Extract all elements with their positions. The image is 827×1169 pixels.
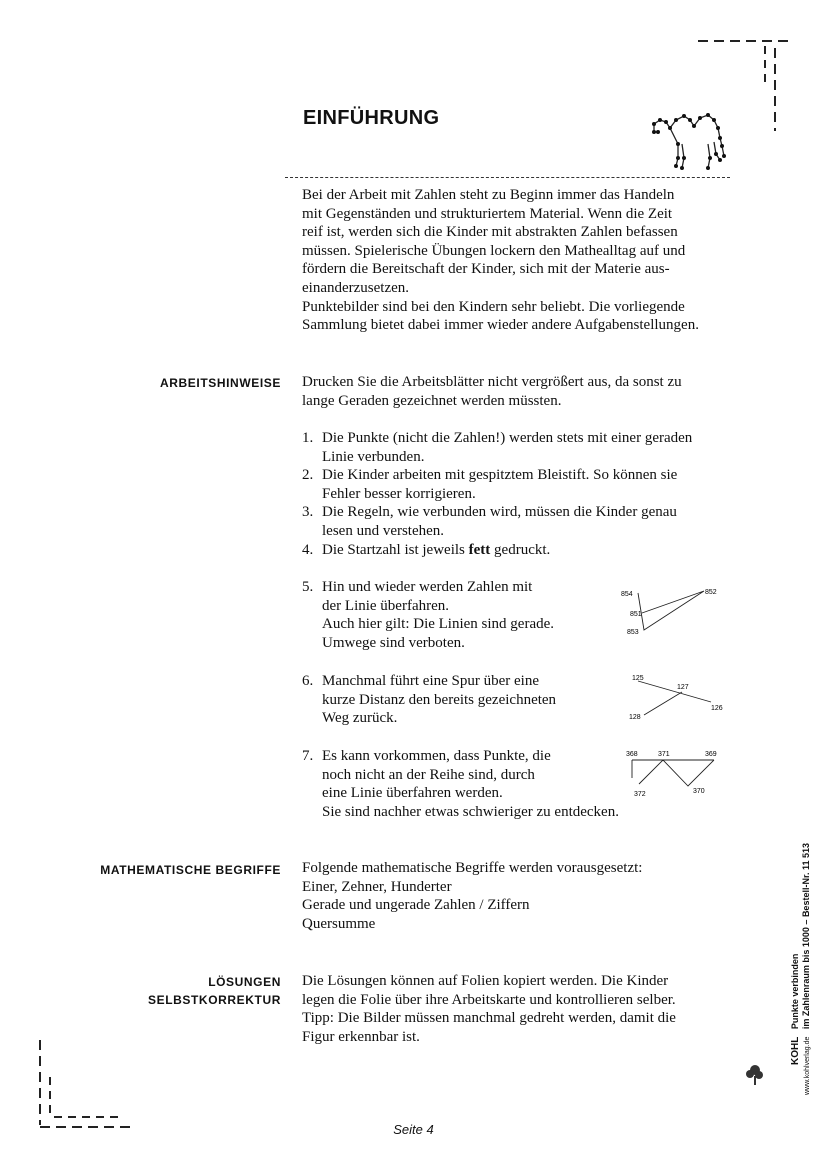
- list-item: 2. Die Kinder arbeiten mit gespitztem Bleistift. So können sie Fehler besser korrigieren.: [302, 467, 678, 502]
- diagram-example-5: [618, 582, 728, 638]
- diagram-label: 853: [627, 629, 639, 636]
- list-item-7: 7. Es kann vorkommen, dass Punkte, die noch nicht an der Reihe sind, durch eine Linie überfahren werden. Sie sind nachher etwas schwieriger zu entdecken.: [302, 748, 619, 820]
- list-item: 3. Die Regeln, wie verbunden wird, müssen die Kinder genau lesen und verstehen.: [302, 504, 677, 539]
- diagram-label: 372: [634, 791, 646, 798]
- section-label-loesungen: LÖSUNGEN SELBSTKORREKTUR: [147, 975, 281, 1007]
- loesungen-text: Die Lösungen können auf Folien kopiert werden. Die Kinder legen die Folie über ihre Arbeitskarte und kontrollieren selber. Tipp: Die Bilder müssen manchmal gedreht werden, damit die Figur erkennbar ist.: [302, 973, 676, 1045]
- begriffe-text: Folgende mathematische Begriffe werden vorausgesetzt: Einer, Zehner, Hunderter Gerade und ungerade Zahlen / Ziffern Quersumme: [302, 860, 643, 932]
- section-label-arbeitshinweise: ARBEITSHINWEISE: [159, 376, 281, 390]
- camel-icon: [648, 110, 728, 174]
- diagram-example-7: [622, 746, 727, 800]
- arbeitshinweise-intro: Drucken Sie die Arbeitsblätter nicht vergrößert aus, da sonst zu lange Geraden gezeichnet werden müssten.: [302, 374, 682, 409]
- diagram-label: 125: [632, 675, 644, 682]
- diagram-example-6: [626, 670, 731, 722]
- diagram-label: 127: [677, 684, 689, 691]
- diagram-label: 369: [705, 751, 717, 758]
- arbeitshinweise-list: [302, 429, 732, 559]
- page-title: EINFÜHRUNG: [303, 107, 440, 129]
- intro-text: Bei der Arbeit mit Zahlen steht zu Beginn immer das Handeln mit Gegenständen und strukturiertem Material. Wenn die Zeit reif ist, werden sich die Kinder mit abstrakten Zahlen befassen müssen. Spielerische Übungen lockern den Mathealltag auf und fördern die Bereitschaft der Kinder, sich mit der Materie aus- einanderzusetzen. Punktebilder sind bei den Kindern sehr beliebt. Die vorliegende Sammlung bietet dabei immer wieder andere Aufgabenstellungen.: [302, 187, 699, 334]
- diagram-label: 371: [658, 751, 670, 758]
- diagram-label: 368: [626, 751, 638, 758]
- diagram-label: 852: [705, 589, 717, 596]
- diagram-label: 126: [711, 705, 723, 712]
- publisher-logo: KOHL: [790, 1036, 801, 1065]
- diagram-label: 370: [693, 788, 705, 795]
- side-publisher-info: KOHL Punkte verbinden www.kohlverlag.de im Zahlenraum bis 1000 – Bestell-Nr. 11 513: [790, 843, 811, 1095]
- list-item: 1. Die Punkte (nicht die Zahlen!) werden stets mit einer geraden Linie verbunden.: [302, 430, 693, 465]
- list-item: 4. Die Startzahl ist jeweils fett gedruckt.: [302, 541, 551, 558]
- diagram-label: 128: [629, 714, 641, 721]
- section-label-begriffe: MATHEMATISCHE BEGRIFFE: [100, 863, 281, 877]
- title-divider: [285, 177, 730, 178]
- diagram-label: 854: [621, 591, 633, 598]
- publisher-tree-icon: [744, 1062, 766, 1088]
- page-number: Seite 4: [393, 1122, 434, 1137]
- list-item-5: 5. Hin und wieder werden Zahlen mit der Linie überfahren. Auch hier gilt: Die Linien sind gerade. Umwege sind verboten.: [302, 579, 555, 651]
- corner-mark-bottom-left: [34, 1035, 139, 1135]
- list-item-6: 6. Manchmal führt eine Spur über eine kurze Distanz den bereits gezeichneten Weg zurück.: [302, 673, 557, 727]
- publisher-url: www.kohlverlag.de: [804, 1036, 811, 1095]
- diagram-label: 851: [630, 611, 642, 618]
